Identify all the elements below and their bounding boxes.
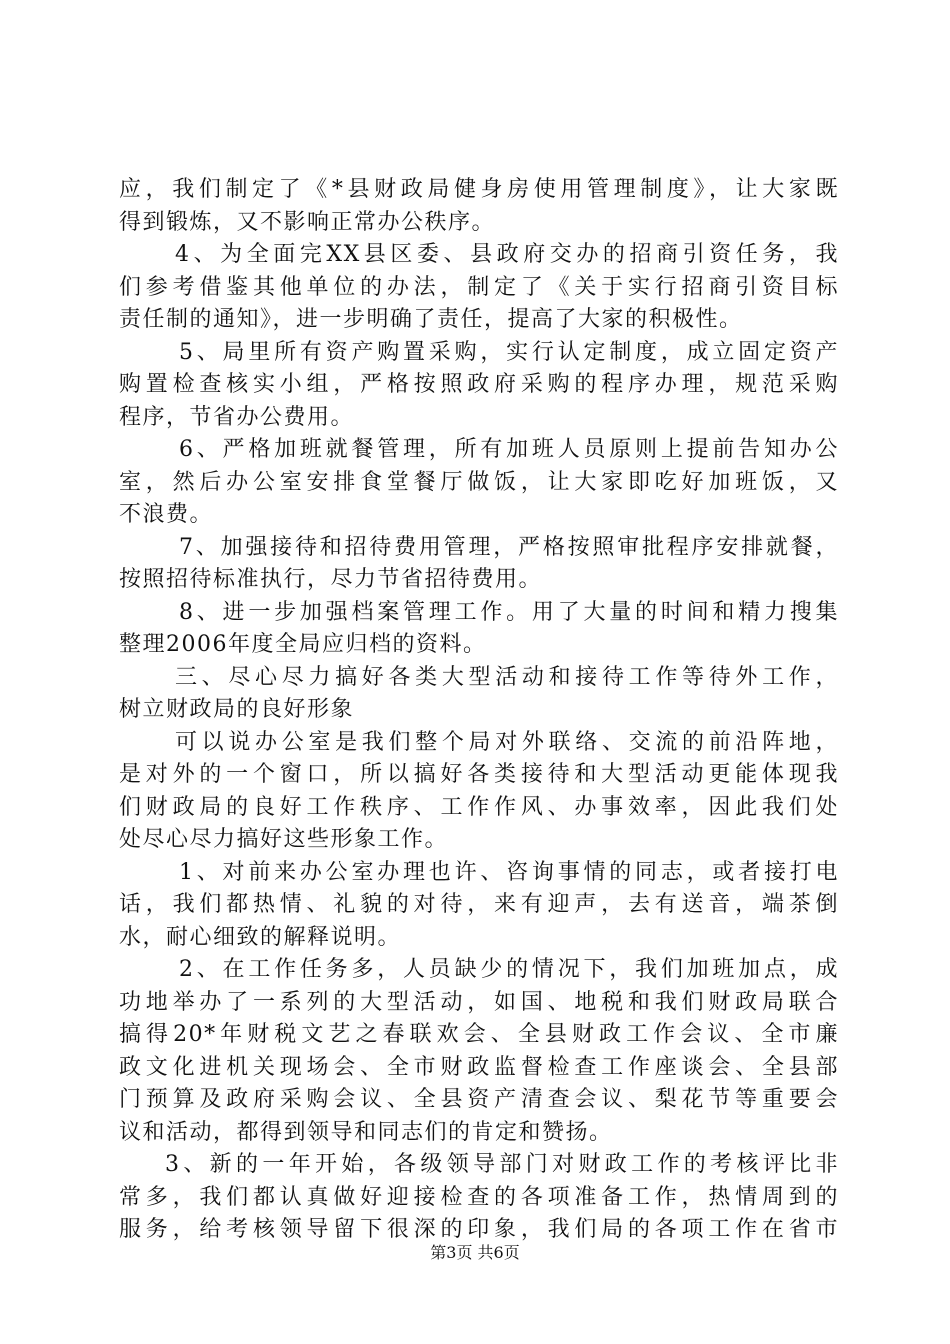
text-line: 议和活动，都得到领导和同志们的肯定和赞扬。 bbox=[119, 1119, 613, 1145]
text-line: 7、加强接待和招待费用管理，严格按照审批程序安排就餐， bbox=[179, 534, 839, 560]
section-heading: 三、尽心尽力搞好各类大型活动和接待工作等待外工作， bbox=[175, 664, 839, 690]
text-line: 门预算及政府采购会议、全县资产清查会议、梨花节等重要会 bbox=[119, 1087, 839, 1112]
text-line: 室，然后办公室安排食堂餐厅做饭，让大家即吃好加班饭，又 bbox=[119, 469, 839, 495]
text-line: 程序，节省办公费用。 bbox=[119, 404, 355, 430]
text-line: 搞得20*年财税文艺之春联欢会、全县财政工作会议、全市廉 bbox=[119, 1022, 839, 1047]
text-line: 整理2006年度全局应归档的资料。 bbox=[119, 632, 487, 657]
text-line: 处尽心尽力搞好这些形象工作。 bbox=[119, 827, 449, 852]
text-line: 功地举办了一系列的大型活动，如国、地税和我们财政局联合 bbox=[119, 989, 839, 1015]
section-heading: 树立财政局的良好形象 bbox=[119, 697, 355, 722]
text-line: 5、局里所有资产购置采购，实行认定制度，成立固定资产 bbox=[179, 339, 839, 365]
page-footer: 第3页 共6页 bbox=[430, 1243, 520, 1262]
text-line: 2、在工作任务多，人员缺少的情况下，我们加班加点，成 bbox=[179, 957, 839, 982]
text-line: 们参考借鉴其他单位的办法，制定了《关于实行招商引资目标 bbox=[119, 274, 839, 300]
text-line: 应，我们制定了《*县财政局健身房使用管理制度》，让大家既 bbox=[119, 177, 839, 202]
text-line: 不浪费。 bbox=[119, 502, 214, 527]
document-body bbox=[119, 174, 839, 1247]
text-line: 8、进一步加强档案管理工作。用了大量的时间和精力搜集 bbox=[179, 599, 839, 625]
text-line: 1、对前来办公室办理也许、咨询事情的同志，或者接打电 bbox=[179, 859, 839, 885]
text-line: 是对外的一个窗口，所以搞好各类接待和大型活动更能体现我 bbox=[119, 762, 839, 787]
text-line: 6、严格加班就餐管理，所有加班人员原则上提前告知办公 bbox=[179, 437, 839, 462]
text-line: 按照招待标准执行，尽力节省招待费用。 bbox=[119, 567, 543, 592]
text-line: 购置检查核实小组，严格按照政府采购的程序办理，规范采购 bbox=[119, 372, 839, 397]
text-line: 责任制的通知》，进一步明确了责任，提高了大家的积极性。 bbox=[119, 307, 743, 332]
text-line: 3、新的一年开始，各级领导部门对财政工作的考核评比非 bbox=[165, 1152, 839, 1177]
text-line: 服务，给考核领导留下很深的印象，我们局的各项工作在省市 bbox=[119, 1217, 839, 1242]
text-line: 水，耐心细致的解释说明。 bbox=[119, 924, 402, 950]
text-line: 常多，我们都认真做好迎接检查的各项准备工作，热情周到的 bbox=[119, 1184, 839, 1210]
text-line: 们财政局的良好工作秩序、工作作风、办事效率，因此我们处 bbox=[119, 794, 839, 820]
text-line: 4、为全面完XX县区委、县政府交办的招商引资任务，我 bbox=[175, 242, 839, 267]
text-line: 政文化进机关现场会、全市财政监督检查工作座谈会、全县部 bbox=[119, 1054, 839, 1080]
text-line: 得到锻炼，又不影响正常办公秩序。 bbox=[119, 209, 496, 235]
text-line: 可以说办公室是我们整个局对外联络、交流的前沿阵地， bbox=[175, 729, 839, 755]
text-line: 话，我们都热情、礼貌的对待，来有迎声，去有送音，端茶倒 bbox=[119, 892, 839, 917]
